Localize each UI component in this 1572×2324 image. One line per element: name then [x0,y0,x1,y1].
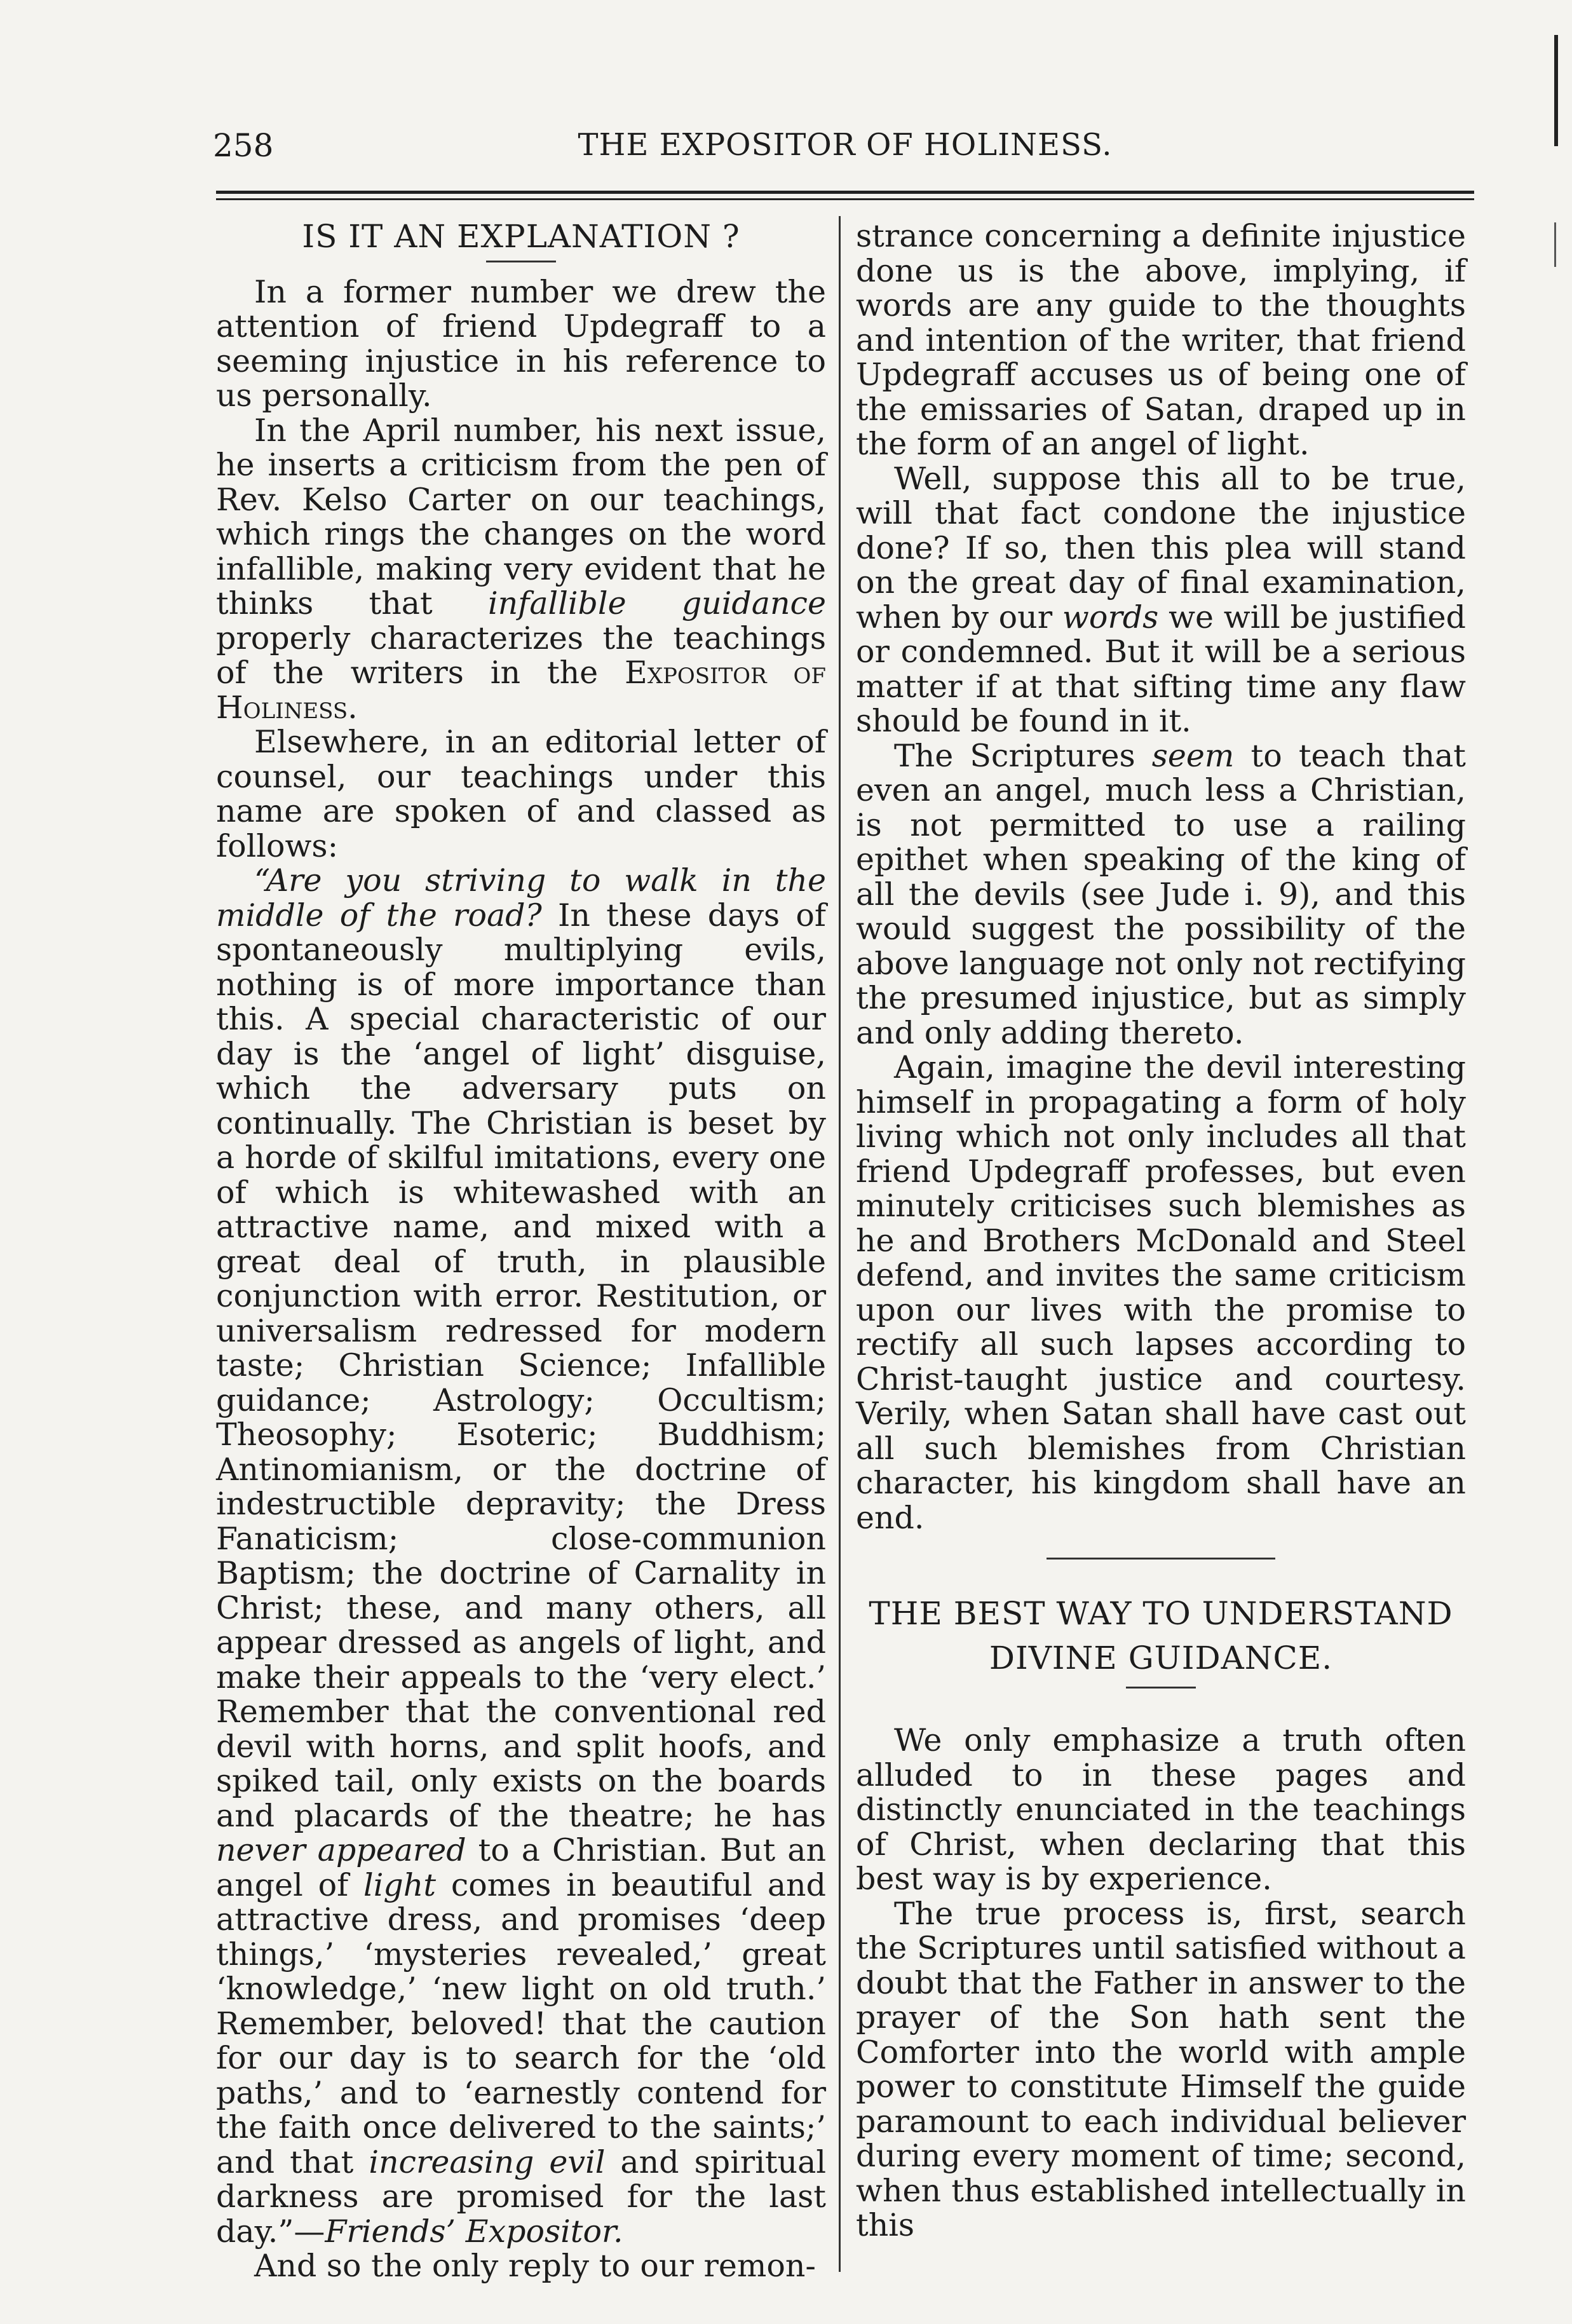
paragraph: Elsewhere, in an editorial letter of counsel, our teachings under this name are spoken of and classed as follows: [216,724,826,864]
title-rule [486,261,556,262]
right-column [856,219,1466,2243]
article-title: THE BEST WAY TO UNDERSTAND DIVINE GUIDANCE. [869,1595,1453,1676]
left-column [216,219,826,2284]
paragraph: In the April number, his next issue, he inserts a criticism from the pen of Rev. Kelso Carter on our teachings, which rings the changes on the word infallible, making very evident that he thinks that infallible guidance properly characterizes the teachings of the writers in the Expositor of Holiness. [216,412,826,726]
header-rule [216,191,1474,194]
margin-mark [1554,35,1558,146]
quote-source: Friends’ Expositor. [325,2213,623,2250]
column-divider [839,216,841,2272]
paragraph: Again, imagine the devil interesting himself in propagating a form of holy living which not only includes all that friend Updegraff professes, but even minutely criticises such blemishes as he and Brothers McDonald and Steel defend, and invites the same criticism upon our lives with the promise to rectify all such lapses according to Christ-taught justice and courtesy. Verily, when Satan shall have cast out all such blemishes from Christian character, his kingdom shall have an end. [856,1049,1466,1536]
paragraph: The Scriptures seem to teach that even an angel, much less a Christian, is not permitted to use a railing epithet when speaking of the king of all the devils (see Jude i. 9), and this would suggest the possibility of the above language not only not rectifying the presumed injustice, but as simply and only adding thereto. [856,737,1466,1051]
paragraph: Well, suppose this all to be true, will that fact condone the injustice done? If so, then this plea will stand on the great day of final examination, when by our words we will be justified or condemned. But it will be a serious matter if at that sifting time any flaw should be found in it. [856,460,1466,739]
article-title: IS IT AN EXPLANATION ? [302,218,740,255]
paragraph: And so the only reply to our remon- [254,2248,816,2284]
article-separator [1047,1558,1275,1560]
paragraph: The true process is, first, search the Scriptures until satisfied without a doubt that the Father in answer to the prayer of the Son hath sent the Comforter into the world with ample power to constitute Himself the guide paramount to each individual believer during every moment of time; second, when thus established intellectually in this [856,1895,1466,2243]
page-header [213,127,1477,178]
title-rule [1126,1687,1196,1689]
paragraph: We only emphasize a truth often alluded to in these pages and distinctly enunciated in the teachings of Christ, when declaring that this best way is by experience. [856,1722,1466,1897]
margin-mark [1554,222,1556,267]
page-number: 258 [213,127,274,164]
running-title: THE EXPOSITOR OF HOLINESS. [578,127,1113,163]
paragraph-continuation: strance concerning a definite injustice done us is the above, implying, if words are any guide to the thoughts and intention of the writer, that friend Updegraff accuses us of being one of the emissaries of Satan, draped up in the form of an angel of light. [856,218,1466,462]
quotation: “Are you striving to walk in the middle of the road? In these days of spontaneously multiplying evils, nothing is of more importance than this. A special characteristic of our day is the ‘angel of light’ disguise, which the adversary puts on continually. The Christian is beset by a horde of skilful imitations, every one of which is whitewashed with an attractive name, and mixed with a great deal of truth, in plausible conjunction with error. Restitution, or universalism redressed for modern taste; Christian Science; Infallible guidance; Astrology; Occultism; Theosophy; Esoteric; Buddhism; Antinomianism, or the doctrine of indestructible depravity; the Dress Fanaticism; close-communion Baptism; the doctrine of Carnality in Christ; these, and many others, all appear dressed as angels of light, and make their appeals to the ‘very elect.’ Remember that the conventional red devil with horns, and split hoofs, and spiked tail, only exists on the boards and placards of the theatre; he has never appeared to a Christian. But an angel of light comes in beautiful and attractive dress, and promises ‘deep things,’ ‘mysteries revealed,’ great ‘knowledge,’ ‘new light on old truth.’ Remember, beloved! that the caution for our day is to search for the ‘old paths,’ and to ‘earnestly contend for the faith once delivered to the saints;’ and that increasing evil and spiritual darkness are promised for the last day.”—Friends’ Expositor. [216,862,827,2250]
paragraph: In a former number we drew the attention of friend Updegraff to a seeming injustice in his reference to us personally. [216,273,826,414]
header-rule [216,198,1474,200]
